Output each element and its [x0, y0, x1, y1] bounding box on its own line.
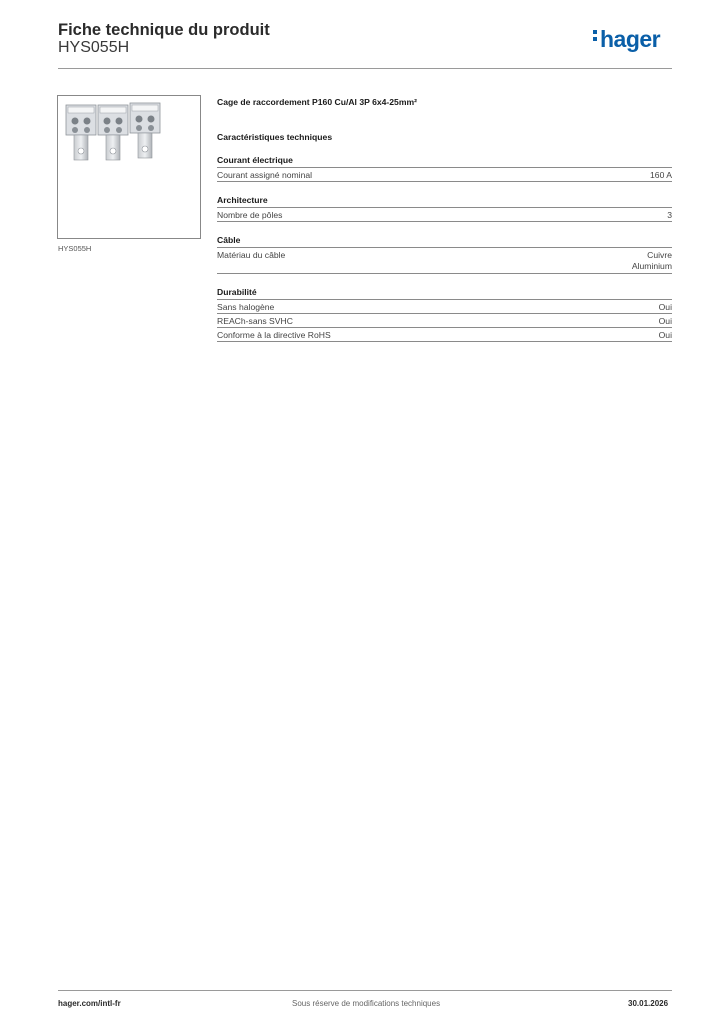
section-courant	[217, 155, 672, 182]
product-reference: HYS055H	[58, 39, 130, 56]
spec-label: Conforme à la directive RoHS	[217, 330, 331, 340]
spec-label: Sans halogène	[217, 302, 275, 312]
footer-website-link[interactable]: hager.com/intl-fr	[58, 999, 121, 1008]
spec-label: Matériau du câble	[217, 250, 286, 260]
spec-content	[217, 95, 672, 342]
spec-row	[217, 300, 672, 314]
spec-value: Oui	[658, 316, 672, 326]
spec-value: Oui	[658, 302, 672, 312]
product-image	[57, 95, 201, 239]
section-title: Courant électrique	[217, 155, 672, 168]
image-caption: HYS055H	[58, 244, 92, 253]
specs-heading: Caractéristiques techniques	[217, 132, 333, 142]
spec-row	[217, 248, 672, 274]
hager-logo	[593, 28, 660, 51]
spec-row	[217, 314, 672, 328]
spec-row	[217, 168, 672, 182]
product-description: Cage de raccordement P160 Cu/Al 3P 6x4-25mm²	[217, 97, 417, 107]
spec-row	[217, 328, 672, 342]
spec-row	[217, 208, 672, 222]
terminal-cage-illustration	[58, 96, 200, 238]
spec-label: Courant assigné nominal	[217, 170, 313, 180]
logo-dots-icon	[593, 27, 598, 44]
spec-value: 3	[667, 210, 672, 220]
spec-label: REACh-sans SVHC	[217, 316, 293, 326]
footer-date: 30.01.2026	[628, 999, 669, 1008]
section-title: Câble	[217, 235, 672, 248]
spec-value: 160 A	[650, 170, 672, 180]
header-divider	[58, 68, 672, 69]
terminal-block-3	[130, 103, 160, 158]
page-title: Fiche technique du produit	[58, 21, 270, 39]
terminal-block-2	[98, 105, 128, 160]
footer-divider	[58, 990, 672, 991]
spec-value-multi	[632, 250, 672, 272]
section-title: Durabilité	[217, 287, 672, 300]
spec-value: Cuivre	[647, 250, 672, 260]
spec-value: Aluminium	[631, 261, 672, 271]
section-durabilite	[217, 287, 672, 342]
footer-notice: Sous réserve de modifications techniques	[292, 999, 441, 1008]
logo-text: hager	[600, 26, 661, 52]
section-cable	[217, 235, 672, 274]
section-title: Architecture	[217, 195, 672, 208]
section-architecture	[217, 195, 672, 222]
spec-value: Oui	[658, 330, 672, 340]
terminal-block-1	[66, 105, 96, 160]
spec-label: Nombre de pôles	[217, 210, 283, 220]
